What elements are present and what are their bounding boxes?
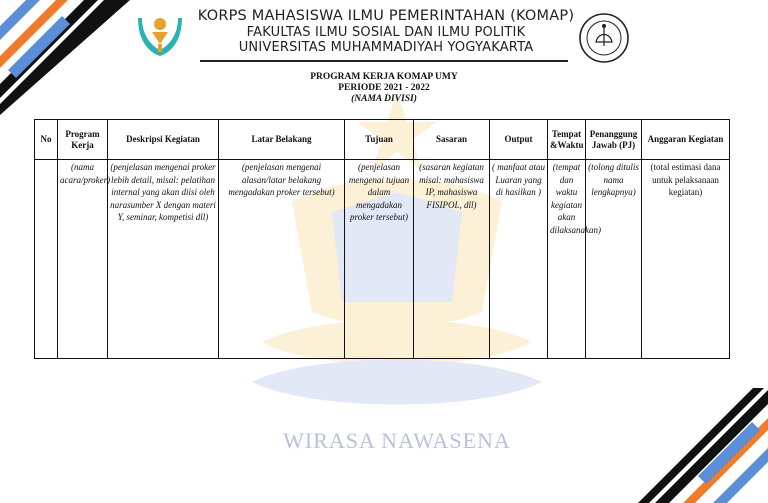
university-name: UNIVERSITAS MUHAMMADIYAH YOGYAKARTA: [238, 40, 534, 55]
header-anggaran: Anggaran Kegiatan: [642, 120, 730, 160]
organization-name: KORPS MAHASISWA ILMU PEMERINTAHAN (KOMAP): [197, 8, 575, 24]
komap-logo: [134, 10, 186, 62]
corner-decoration-top-left: [0, 0, 130, 115]
header-latar-belakang: Latar Belakang: [219, 120, 345, 160]
header-deskripsi: Deskripsi Kegiatan: [108, 120, 219, 160]
title-line-2: PERIODE 2021 - 2022: [338, 83, 430, 93]
university-seal: [578, 12, 630, 64]
header-penanggung-jawab: Penanggung Jawab (PJ): [586, 120, 642, 160]
header-output: Output: [490, 120, 548, 160]
corner-stripes-bottom-right: [638, 388, 768, 503]
header-tujuan: Tujuan: [345, 120, 414, 160]
corner-decoration-bottom-right: [638, 388, 768, 503]
cell-tujuan: (penjelasan mengenai tujuan dalam mengadakan proker tersebut): [345, 160, 414, 359]
header-no: No: [35, 120, 58, 160]
letterhead: [196, 8, 576, 55]
title-line-1: PROGRAM KERJA KOMAP UMY: [310, 72, 458, 82]
cell-program-kerja: (nama acara/proker): [58, 160, 108, 359]
cell-sasaran: (sasaran kegiatan misal: mahasiswa IP, mahasiswa FISIPOL, dll): [414, 160, 490, 359]
table-header-row: [35, 120, 730, 160]
cell-penanggung-jawab: (tolong ditulis nama lengkapnya): [586, 160, 642, 359]
watermark-text: WIRASA NAWASENA: [283, 428, 511, 453]
program-table: [34, 119, 730, 359]
table-row: [35, 160, 730, 359]
header-tempat-waktu: Tempat &Waktu: [548, 120, 586, 160]
header-program-kerja: Program Kerja: [58, 120, 108, 160]
faculty-name: FAKULTAS ILMU SOSIAL DAN ILMU POLITIK: [246, 25, 526, 40]
cell-tempat-waktu: (tempat dan waktu kegiatan akan dilaksanakan): [548, 160, 586, 359]
corner-stripes-top-left: [0, 0, 130, 115]
cell-latar-belakang: (penjelasan mengenai alasan/latar belakang mengadakan proker tersebut): [219, 160, 345, 359]
letterhead-divider: [200, 60, 568, 62]
title-line-3: (NAMA DIVISI): [351, 94, 417, 104]
cell-output: ( manfaat atau Luaran yang di hasilkan ): [490, 160, 548, 359]
document-title: [234, 72, 534, 105]
header-sasaran: Sasaran: [414, 120, 490, 160]
cell-no: [35, 160, 58, 359]
cell-anggaran: (total estimasi dana untuk pelaksanaan kegiatan): [642, 160, 730, 359]
cell-deskripsi: (penjelasan mengenai proker lebih detail, misal: pelatihan internal yang akan diisi oleh narasumber X dengan materi Y, seminar, kompetisi dll): [108, 160, 219, 359]
